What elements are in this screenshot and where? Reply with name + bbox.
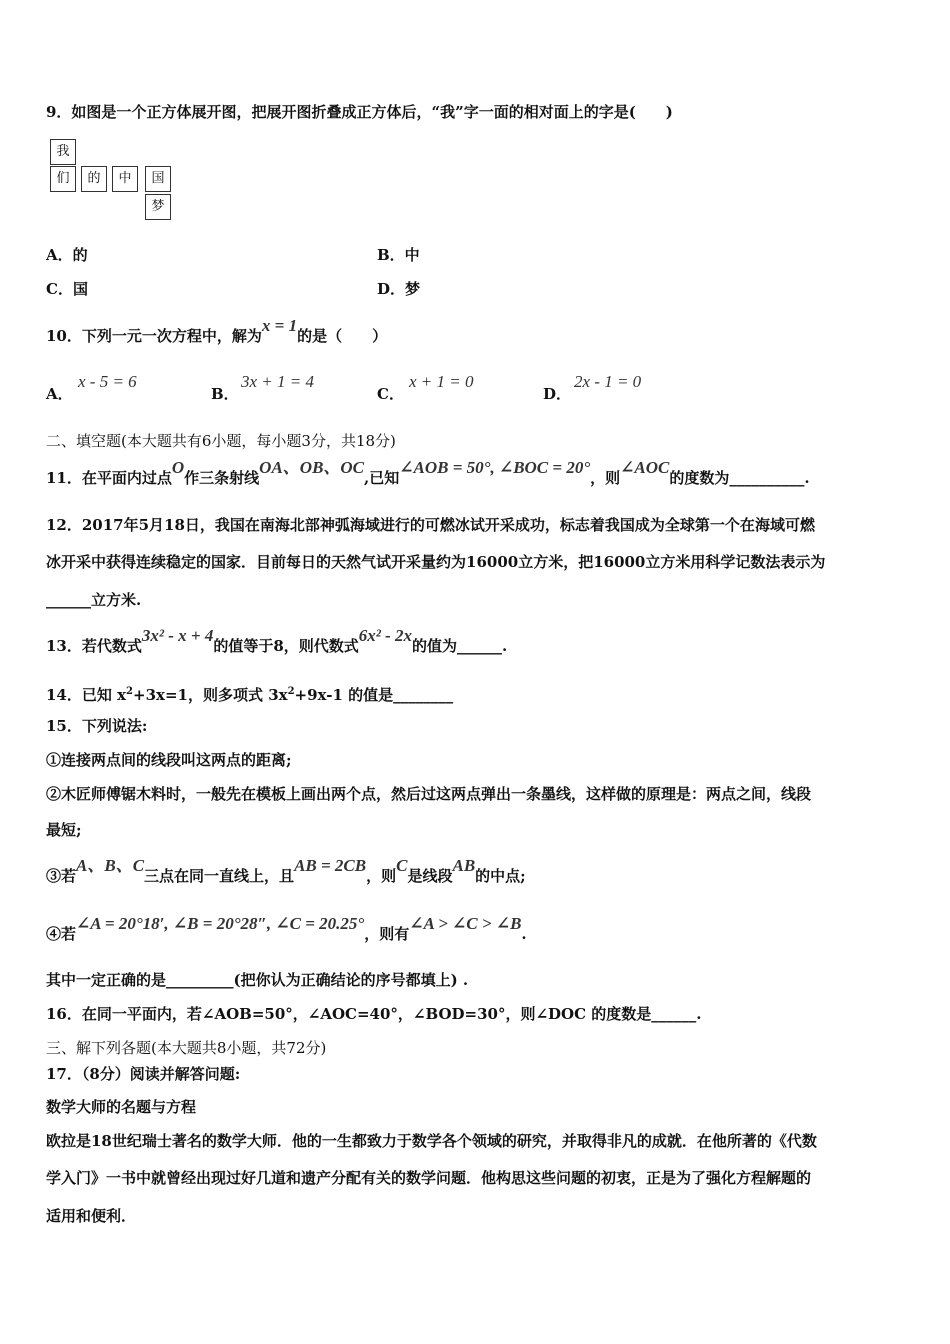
q15-s3-e: 的中点; (475, 867, 526, 885)
q17-subtitle: 数学大师的名题与方程 (46, 1098, 197, 1116)
q14-a: 14．已知 x (46, 686, 127, 704)
q11-rays: OA、OB、OC (259, 458, 365, 477)
q15-statement-2-line-2: 最短; (46, 821, 82, 839)
q10-option-c-eq: x + 1 = 0 (409, 372, 474, 391)
net-cell-de: 的 (81, 166, 107, 192)
q9-option-b: B．中 (377, 246, 420, 264)
q11-a: 11．在平面内过点 (46, 469, 172, 487)
q15-s3-relation: AB = 2CB (294, 856, 367, 875)
q12-line-3: ______立方米. (46, 591, 142, 609)
q9-stem: 9．如图是一个正方体展开图，把展开图折叠成正方体后，“我”字一面的相对面上的字是( ) (46, 103, 673, 121)
q14-sup-1: 2 (126, 686, 134, 697)
q15-s4-order: ∠A > ∠C > ∠B (409, 914, 522, 933)
q11 (46, 458, 810, 488)
q17-paragraph-line-2: 学入门》一书中就曾经出现过好几道和遗产分配有关的数学问题．他构思这些问题的初衷，正是为了强化方程解题的 (46, 1169, 812, 1187)
q13-expr-1: 3x² - x + 4 (141, 626, 214, 645)
q15-s3-segment-ab: AB (452, 856, 476, 875)
q9-option-c: C．国 (46, 280, 88, 298)
q15-statement-1: ①连接两点间的线段叫这两点的距离; (46, 751, 292, 769)
q10-option-b-letter: B． (211, 385, 239, 403)
q14-c: +9x-1 的值是________ (294, 686, 454, 704)
q10-option-d-eq: 2x - 1 = 0 (574, 372, 642, 391)
q15-s3-a: ③若 (46, 867, 77, 885)
q10-math-x1: x = 1 (261, 316, 298, 335)
section-2-heading: 二、填空题(本大题共有6小题，每小题3分，共18分) (46, 432, 396, 450)
q17-paragraph-line-1: 欧拉是18世纪瑞士著名的数学大师．他的一生都致力于数学各个领域的研究，并取得非凡的成就．在他所著的《代数 (46, 1132, 817, 1150)
q10-stem-a: 10．下列一元一次方程中，解为 (46, 327, 262, 345)
q10-option-c-letter: C． (377, 385, 404, 403)
cube-net-figure (50, 139, 176, 221)
net-cell-meng: 梦 (145, 194, 171, 220)
q17-paragraph-line-3: 适用和便利． (46, 1207, 137, 1225)
q14 (46, 682, 453, 705)
q10-stem-b: 的是（ ） (297, 327, 388, 345)
q15-statement-3 (46, 856, 526, 886)
q15-s4-a: ④若 (46, 925, 77, 943)
q11-d: ，则 (590, 469, 621, 487)
q15-s3-point-c: C (396, 856, 408, 875)
q15-s3-b: 三点在同一直线上，且 (144, 867, 295, 885)
q11-angle-aoc: ∠AOC (620, 458, 670, 477)
q13-expr-2: 6x² - 2x (358, 626, 413, 645)
q10-option-b-eq: 3x + 1 = 4 (241, 372, 314, 391)
q14-sup-2: 2 (287, 686, 295, 697)
q15-statement-2-line-1: ②木匠师傅锯木料时，一般先在模板上画出两个点，然后过这两点弹出一条墨线，这样做的原理是：两点之间，线段 (46, 785, 812, 803)
q15-s3-c: ，则 (366, 867, 397, 885)
q17-title: 17．（8分）阅读并解答问题: (46, 1065, 241, 1083)
q9-option-a: A．的 (46, 246, 88, 264)
q10-option-d-letter: D． (543, 385, 572, 403)
q11-e: 的度数为__________. (669, 469, 810, 487)
q16: 16．在同一平面内，若∠AOB=50°，∠AOC=40°，∠BOD=30°，则∠DOC 的度数是______. (46, 1005, 702, 1023)
q15-statement-4 (46, 914, 527, 944)
q15-conclusion: 其中一定正确的是_________(把你认为正确结论的序号都填上) . (46, 971, 469, 989)
q15-s4-c: . (521, 925, 527, 943)
q11-given-angles: ∠AOB = 50°, ∠BOC = 20° (399, 458, 591, 477)
q15-s3-points: A、B、C (76, 856, 145, 875)
q15-s4-angles: ∠A = 20°18′, ∠B = 20°28″, ∠C = 20.25° (76, 914, 365, 933)
q10-option-a-letter: A． (46, 385, 73, 403)
net-cell-guo: 国 (145, 166, 171, 192)
net-cell-men: 们 (50, 166, 76, 192)
q9-option-d: D．梦 (377, 280, 421, 298)
q13-a: 13．若代数式 (46, 637, 142, 655)
q14-b: +3x=1，则多项式 3x (133, 686, 288, 704)
q13-c: 的值为______. (412, 637, 508, 655)
q15-s3-d: 是线段 (407, 867, 453, 885)
q13 (46, 626, 508, 656)
q10-stem (46, 316, 388, 346)
q11-b: 作三条射线 (184, 469, 260, 487)
q11-point-o: O (171, 458, 185, 477)
q15-s4-b: ，则有 (364, 925, 410, 943)
section-3-heading: 三、解下列各题(本大题共8小题，共72分) (46, 1039, 327, 1057)
q12-line-1: 12．2017年5月18日，我国在南海北部神弧海域进行的可燃冰试开采成功，标志着我国成为全球第一个在海域可燃 (46, 516, 815, 534)
net-cell-wo: 我 (50, 139, 76, 165)
net-cell-zhong: 中 (112, 166, 138, 192)
q10-option-a-eq: x - 5 = 6 (78, 372, 137, 391)
q11-c: ,已知 (364, 469, 400, 487)
q13-b: 的值等于8，则代数式 (213, 637, 359, 655)
q15-title: 15．下列说法: (46, 717, 148, 735)
q12-line-2: 冰开采中获得连续稳定的国家．目前每日的天然气试开采量约为16000立方米，把16000立方米用科学记数法表示为 (46, 553, 826, 571)
